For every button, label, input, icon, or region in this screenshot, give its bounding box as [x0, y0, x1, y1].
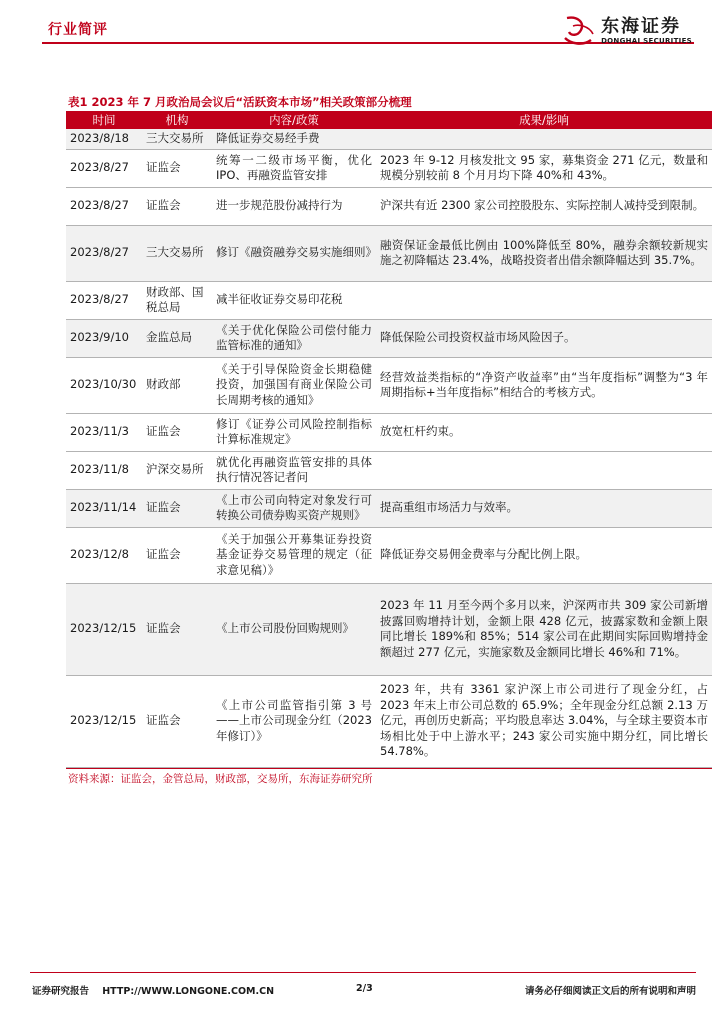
- table-row: [66, 675, 712, 767]
- row-org: 证监会: [142, 149, 212, 187]
- row-date: 2023/12/8: [66, 527, 142, 583]
- row-content: 《上市公司监管指引第 3 号——上市公司现金分红（2023 年修订）》: [212, 675, 376, 767]
- row-org: 沪深交易所: [142, 451, 212, 489]
- policy-table: [66, 111, 712, 768]
- table-row: [66, 451, 712, 489]
- row-date: 2023/10/30: [66, 357, 142, 413]
- table-header-row: [66, 111, 712, 129]
- row-result: 2023 年 9-12 月核发批文 95 家，募集资金 271 亿元，数量和规模分别较前 8 个月月均下降 40%和 43%。: [376, 149, 712, 187]
- row-org: 证监会: [142, 527, 212, 583]
- table-row: [66, 129, 712, 149]
- row-date: 2023/11/8: [66, 451, 142, 489]
- row-result: 沪深共有近 2300 家公司控股股东、实际控制人减持受到限制。: [376, 187, 712, 225]
- row-result: [376, 129, 712, 149]
- row-org: 证监会: [142, 187, 212, 225]
- row-org: 三大交易所: [142, 129, 212, 149]
- row-date: 2023/11/3: [66, 413, 142, 451]
- row-content: 减半征收证券交易印花税: [212, 281, 376, 319]
- row-org: 三大交易所: [142, 225, 212, 281]
- table-row: [66, 281, 712, 319]
- column-header-result: 成果/影响: [376, 111, 712, 129]
- table-bottom-rule: [66, 768, 712, 769]
- row-date: 2023/12/15: [66, 583, 142, 675]
- row-content: 《关于加强公开募集证券投资基金证券交易管理的规定（征求意见稿）》: [212, 527, 376, 583]
- table-row: [66, 357, 712, 413]
- table-row: [66, 489, 712, 527]
- column-header-date: 时间: [66, 111, 142, 129]
- footer-rule: [30, 972, 696, 973]
- row-result: 提高重组市场活力与效率。: [376, 489, 712, 527]
- row-result: 2023 年 11 月至今两个多月以来，沪深两市共 309 家公司新增披露回购增持计划，金额上限 428 亿元，披露家数和金额上限同比增长 189%和 85%；514 家公司在此期间实际回购增持金额超过 277 亿元，实施家数及金额同比增长 46%和 71%。: [376, 583, 712, 675]
- footer-disclaimer: 请务必仔细阅读正文后的所有说明和声明: [524, 986, 696, 997]
- row-result: 放宽杠杆约束。: [376, 413, 712, 451]
- section-label: 行业简评: [48, 22, 108, 38]
- logo-english-name: DONGHAI SECURITIES: [601, 36, 692, 45]
- table-title: 表1 2023 年 7 月政治局会议后“活跃资本市场”相关政策部分梳理: [68, 95, 412, 109]
- company-logo: [561, 14, 692, 48]
- row-org: 证监会: [142, 413, 212, 451]
- row-result: 降低证券交易佣金费率与分配比例上限。: [376, 527, 712, 583]
- logo-chinese-name: 东海证券: [601, 15, 682, 37]
- row-result: [376, 281, 712, 319]
- row-org: 金监总局: [142, 319, 212, 357]
- logo-wave-icon: [561, 14, 597, 48]
- row-result: 降低保险公司投资权益市场风险因子。: [376, 319, 712, 357]
- row-org: 财政部、国税总局: [142, 281, 212, 319]
- table-row: [66, 319, 712, 357]
- page-number: 2/3: [356, 983, 373, 994]
- row-content: 修订《证券公司风险控制指标计算标准规定》: [212, 413, 376, 451]
- row-org: 证监会: [142, 675, 212, 767]
- row-date: 2023/9/10: [66, 319, 142, 357]
- row-date: 2023/8/27: [66, 187, 142, 225]
- row-result: 经营效益类指标的“净资产收益率”由“当年度指标”调整为“3 年周期指标+当年度指标”相结合的考核方式。: [376, 357, 712, 413]
- row-org: 证监会: [142, 489, 212, 527]
- row-content: 就优化再融资监管安排的具体执行情况答记者问: [212, 451, 376, 489]
- row-content: 统筹一二级市场平衡，优化 IPO、再融资监管安排: [212, 149, 376, 187]
- row-content: 降低证券交易经手费: [212, 129, 376, 149]
- table-row: [66, 413, 712, 451]
- row-result: 2023 年，共有 3361 家沪深上市公司进行了现金分红，占 2023 年末上市公司总数的 65.9%；全年现金分红总额 2.13 万亿元，再创历史新高；平均股息率达 3.04%，与全球主要资本市场相比处于中上游水平；243 家公司实施中期分红，同比增长 54.78%。: [376, 675, 712, 767]
- table-row: [66, 225, 712, 281]
- row-date: 2023/11/14: [66, 489, 142, 527]
- row-date: 2023/8/27: [66, 281, 142, 319]
- source-note: 资料来源：证监会，金管总局，财政部，交易所，东海证券研究所: [68, 772, 373, 785]
- table-row: [66, 149, 712, 187]
- row-content: 《上市公司向特定对象发行可转换公司债券购买资产规则》: [212, 489, 376, 527]
- row-content: 《关于引导保险资金长期稳健投资，加强国有商业保险公司长周期考核的通知》: [212, 357, 376, 413]
- row-result: [376, 451, 712, 489]
- table-row: [66, 583, 712, 675]
- row-content: 进一步规范股份减持行为: [212, 187, 376, 225]
- row-org: 财政部: [142, 357, 212, 413]
- footer-website: 证券研究报告 HTTP://WWW.LONGONE.COM.CN: [32, 986, 275, 997]
- row-date: 2023/8/27: [66, 149, 142, 187]
- row-content: 修订《融资融券交易实施细则》: [212, 225, 376, 281]
- row-date: 2023/8/27: [66, 225, 142, 281]
- row-date: 2023/8/18: [66, 129, 142, 149]
- row-content: 《关于优化保险公司偿付能力监管标准的通知》: [212, 319, 376, 357]
- row-org: 证监会: [142, 583, 212, 675]
- column-header-content: 内容/政策: [212, 111, 376, 129]
- table-row: [66, 527, 712, 583]
- column-header-org: 机构: [142, 111, 212, 129]
- row-content: 《上市公司股份回购规则》: [212, 583, 376, 675]
- table-row: [66, 187, 712, 225]
- row-result: 融资保证金最低比例由 100%降低至 80%，融券余额较新规实施之初降幅达 23.4%，战略投资者出借余额降幅达到 35.7%。: [376, 225, 712, 281]
- row-date: 2023/12/15: [66, 675, 142, 767]
